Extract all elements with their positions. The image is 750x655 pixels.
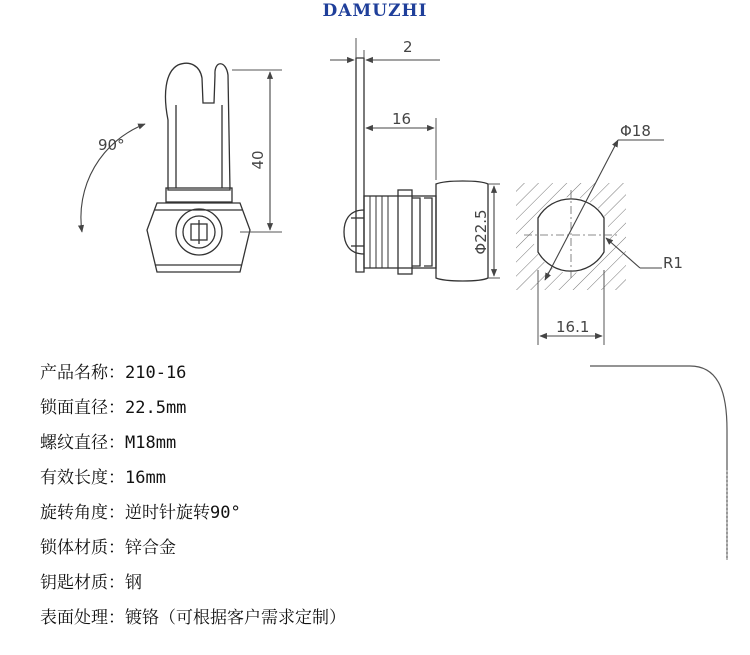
cam-hook: [165, 63, 230, 190]
spec-item: 钥匙材质：钢: [40, 573, 142, 593]
radius-label: R1: [663, 254, 683, 272]
diameter-label: Φ22.5: [472, 209, 490, 255]
length-label: 16: [392, 110, 412, 128]
spec-item: 表面处理：镀铬（可根据客户需求定制）: [40, 608, 346, 628]
cutout-view: [516, 140, 664, 345]
spec-item: 产品名称：210-16: [40, 363, 187, 383]
cutout-diameter-label: Φ18: [620, 122, 651, 140]
cam-plate: [356, 58, 364, 272]
spec-item: 螺纹直径：M18mm: [40, 433, 177, 453]
angle-label: 90°: [98, 136, 125, 154]
spec-list: [40, 356, 346, 636]
thickness-label: 2: [403, 38, 413, 56]
brand-logo: DAMUZHI: [322, 1, 428, 21]
spec-item: 锁体材质：锌合金: [40, 538, 176, 558]
cutout-width-label: 16.1: [556, 318, 590, 336]
key-head: [344, 210, 364, 254]
spec-item: 锁面直径：22.5mm: [40, 398, 187, 418]
height-label: 40: [249, 150, 267, 170]
spec-item: 有效长度：16mm: [40, 468, 166, 488]
spec-item: 旋转角度：逆时针旋转90°: [40, 503, 241, 523]
